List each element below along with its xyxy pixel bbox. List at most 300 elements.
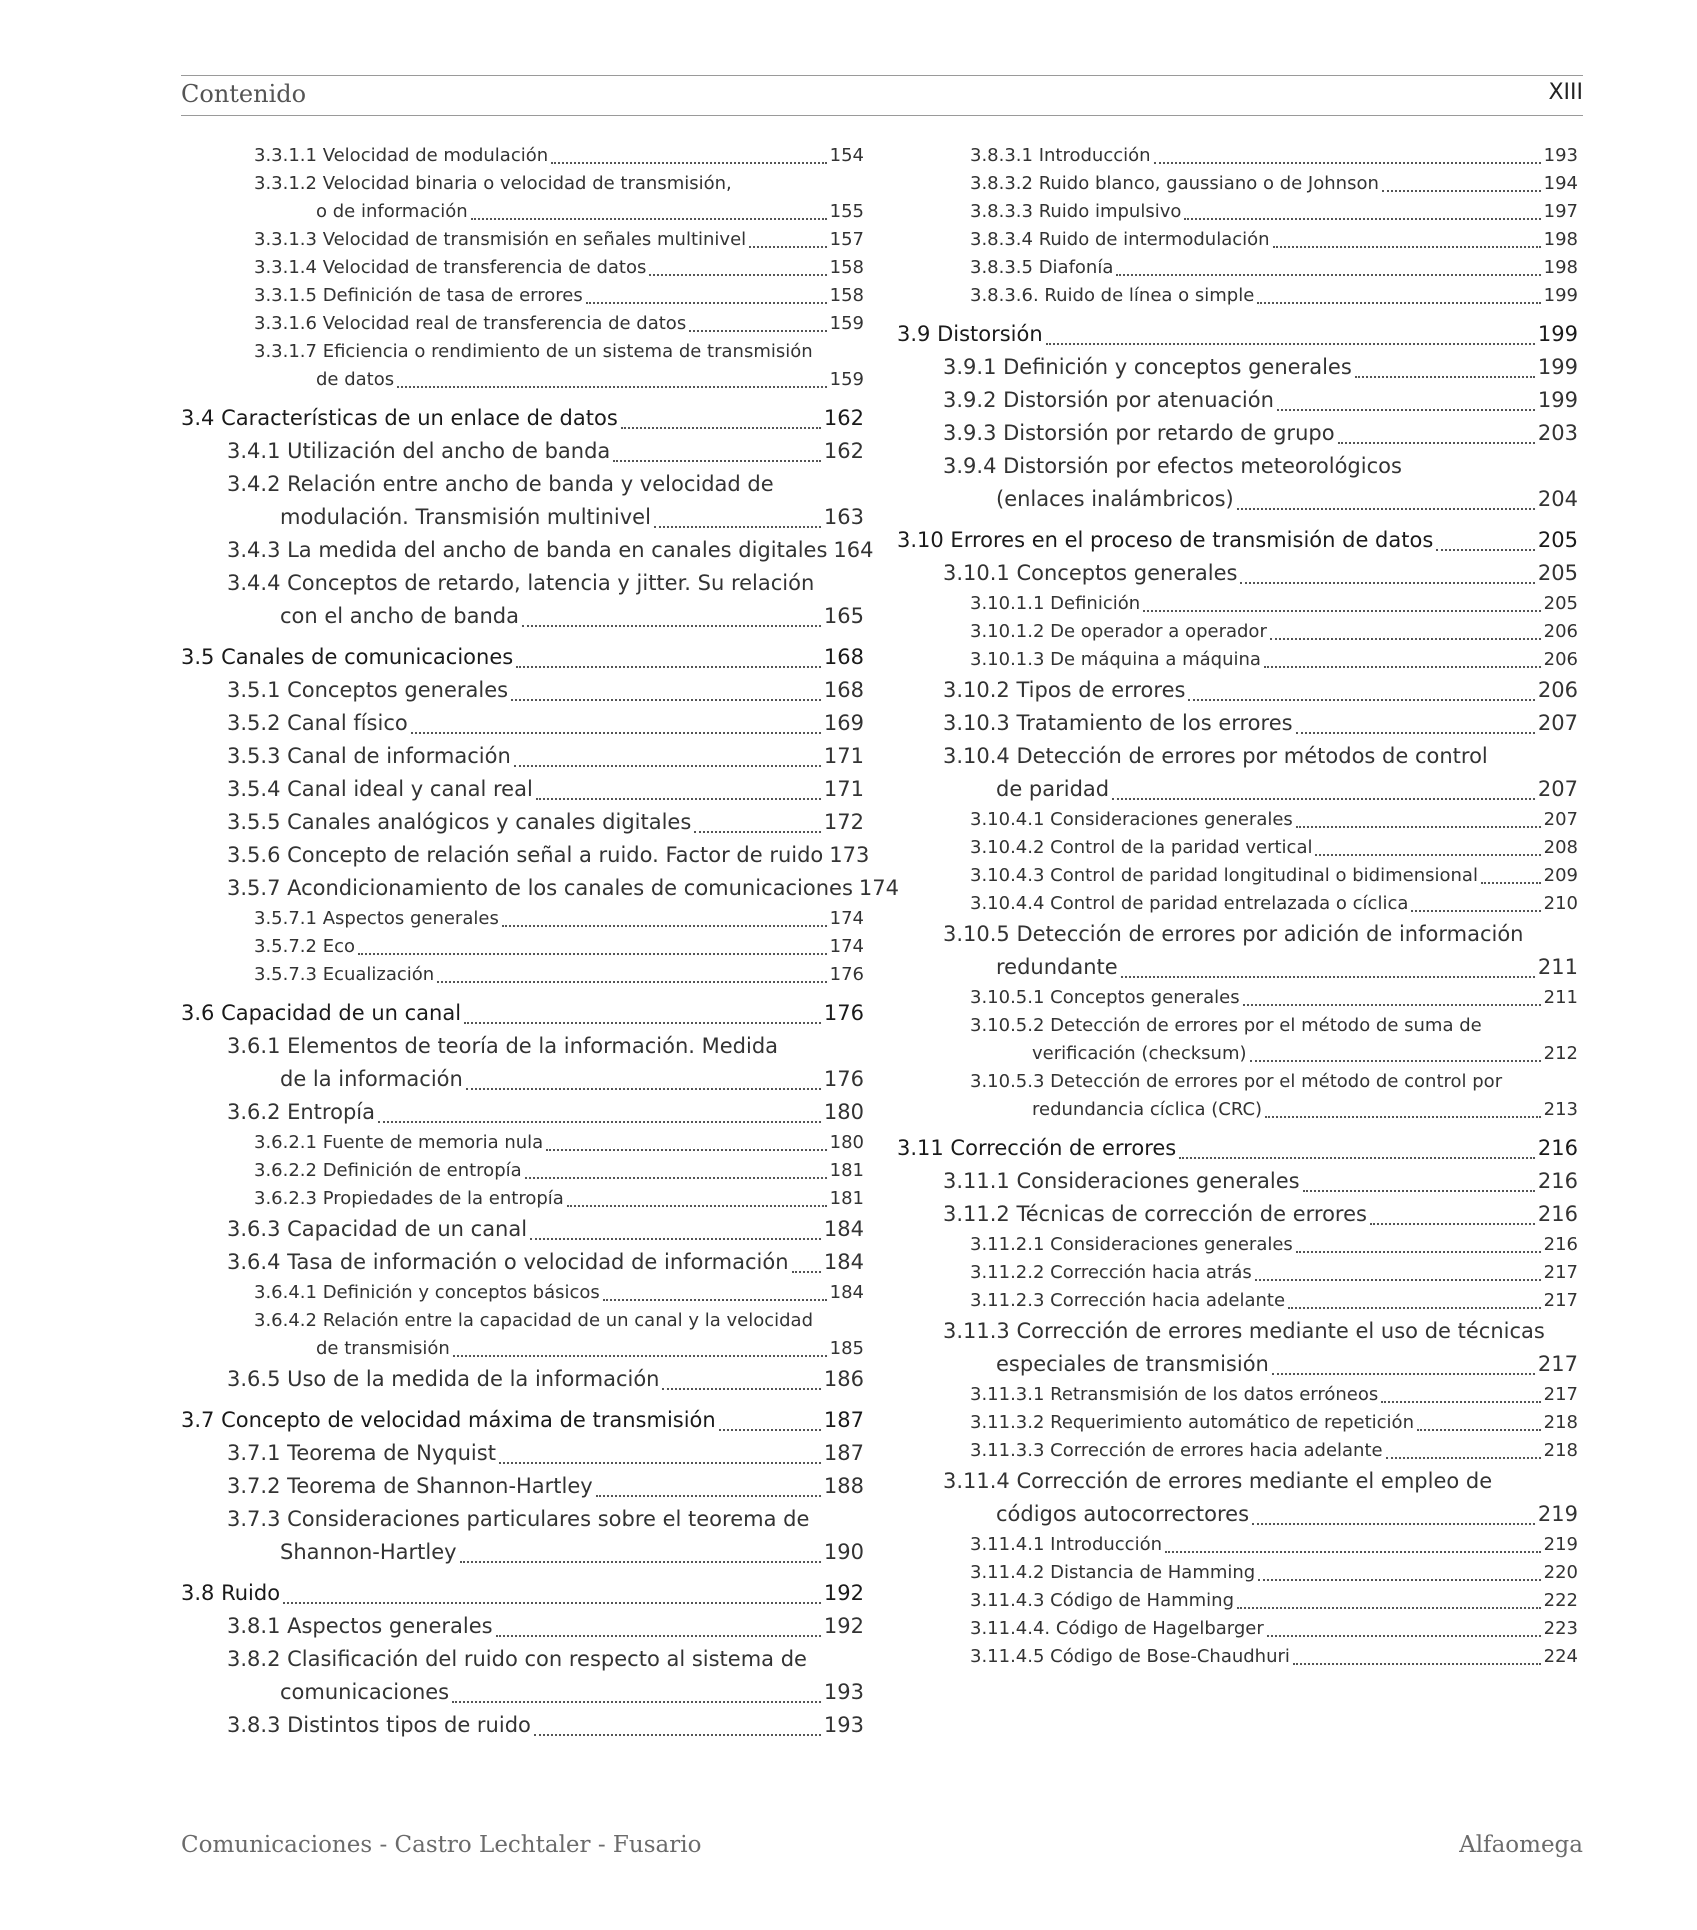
toc-entry[interactable]: [181, 1279, 864, 1307]
toc-entry-title: 3.10.5 Detección de errores por adición de información: [943, 922, 1524, 946]
toc-entry-title: 3.9.4 Distorsión por efectos meteorológicos: [943, 454, 1402, 478]
toc-entry[interactable]: [897, 1615, 1578, 1643]
toc-entry[interactable]: [897, 142, 1578, 170]
toc-entry[interactable]: [181, 707, 864, 740]
toc-page-number: 219: [1537, 1502, 1578, 1526]
toc-page-number: 203: [1537, 421, 1578, 445]
dot-leader: [378, 1120, 821, 1123]
toc-entry[interactable]: [181, 1577, 864, 1610]
toc-entry-title: 3.4.4 Conceptos de retardo, latencia y jitter. Su relación: [227, 571, 815, 595]
toc-entry-title: 3.3.1.3 Velocidad de transmisión en señales multinivel: [254, 229, 747, 250]
toc-page-number: 190: [823, 1540, 864, 1564]
toc-entry[interactable]: [181, 740, 864, 773]
toc-entry[interactable]: [897, 226, 1578, 254]
toc-entry-title: 3.6.4.2 Relación entre la capacidad de un canal y la velocidad: [254, 1310, 814, 1331]
toc-page-number: 208: [1543, 837, 1578, 858]
toc-entry-title: 3.6.2 Entropía: [227, 1100, 375, 1124]
toc-page-number: 210: [1543, 893, 1578, 914]
dot-leader: [662, 1387, 820, 1390]
toc-entry-title: 3.11.3.1 Retransmisión de los datos erróneos: [970, 1384, 1379, 1405]
toc-entry[interactable]: [181, 1307, 864, 1363]
toc-entry-title: 3.8 Ruido: [181, 1581, 281, 1605]
toc-entry-title-continuation: códigos autocorrectores: [996, 1502, 1250, 1526]
toc-entry[interactable]: [897, 862, 1578, 890]
toc-entry-title: 3.8.1 Aspectos generales: [227, 1614, 493, 1638]
toc-entry-title-continuation: verificación (checksum): [1032, 1043, 1247, 1064]
dot-leader: [613, 459, 821, 462]
toc-entry[interactable]: [181, 1246, 864, 1279]
toc-entry-title: 3.10.5.2 Detección de errores por el método de suma de: [970, 1015, 1482, 1036]
dot-leader: [1296, 731, 1535, 734]
toc-entry[interactable]: [897, 806, 1578, 834]
dot-leader: [1417, 1428, 1541, 1431]
toc-entry[interactable]: [181, 997, 864, 1030]
toc-page-number: 174: [858, 876, 899, 900]
toc-entry[interactable]: [181, 142, 864, 170]
toc-page-number: 207: [1537, 711, 1578, 735]
dot-leader: [1046, 342, 1535, 345]
toc-entry-title: 3.9.3 Distorsión por retardo de grupo: [943, 421, 1335, 445]
dot-leader: [536, 797, 821, 800]
toc-entry[interactable]: [897, 417, 1578, 450]
toc-page-number: 218: [1543, 1440, 1578, 1461]
toc-page-number: 194: [1543, 173, 1578, 194]
toc-entry[interactable]: [181, 310, 864, 338]
dot-leader: [1257, 301, 1540, 304]
toc-entry-title-continuation: (enlaces inalámbricos): [996, 487, 1234, 511]
toc-entry-title-continuation: especiales de transmisión: [996, 1352, 1269, 1376]
toc-entry-title: 3.10 Errores en el proceso de transmisión de datos: [897, 528, 1434, 552]
toc-page-number: 217: [1543, 1262, 1578, 1283]
header-rule-bottom: [181, 115, 1583, 116]
toc-entry-title: 3.8.3.5 Diafonía: [970, 257, 1114, 278]
toc-entry[interactable]: [181, 534, 874, 567]
toc-entry[interactable]: [897, 1587, 1578, 1615]
toc-entry-title-continuation: de datos: [316, 369, 395, 390]
toc-entry[interactable]: [897, 1259, 1578, 1287]
toc-entry-title: 3.6.5 Uso de la medida de la información: [227, 1367, 660, 1391]
toc-entry-title: 3.6 Capacidad de un canal: [181, 1001, 462, 1025]
toc-entry[interactable]: [181, 1643, 864, 1709]
toc-entry-title: 3.11 Corrección de errores: [897, 1136, 1177, 1160]
toc-page-number: 154: [829, 145, 864, 166]
toc-page-number: 217: [1543, 1290, 1578, 1311]
dot-leader: [1481, 881, 1541, 884]
dot-leader: [586, 301, 827, 304]
dot-leader: [460, 1560, 821, 1563]
toc-page-number: 197: [1543, 201, 1578, 222]
toc-entry-title-continuation: de paridad: [996, 777, 1110, 801]
toc-page-number: 162: [823, 439, 864, 463]
dot-leader: [1143, 609, 1540, 612]
toc-right-column: [897, 142, 1578, 1671]
dot-leader: [1296, 825, 1541, 828]
toc-entry[interactable]: [897, 1068, 1578, 1124]
dot-leader: [464, 1021, 821, 1024]
toc-entry-title-continuation: redundante: [996, 955, 1118, 979]
toc-page-number: 204: [1537, 487, 1578, 511]
toc-entry[interactable]: [897, 1559, 1578, 1587]
toc-entry-title: 3.3.1.7 Eficiencia o rendimiento de un sistema de transmisión: [254, 341, 813, 362]
toc-page-number: 181: [829, 1160, 864, 1181]
dot-leader: [621, 426, 821, 429]
toc-entry-title: 3.8.3.6. Ruido de línea o simple: [970, 285, 1255, 306]
toc-entry[interactable]: [181, 933, 864, 961]
toc-entry-title: 3.11.4 Corrección de errores mediante el empleo de: [943, 1469, 1493, 1493]
toc-page-number: 176: [823, 1067, 864, 1091]
toc-entry[interactable]: [897, 834, 1578, 862]
dot-leader: [1116, 273, 1540, 276]
dot-leader: [1265, 1115, 1541, 1118]
toc-page-number: 171: [823, 777, 864, 801]
dot-leader: [603, 1298, 827, 1301]
toc-entry[interactable]: [897, 1012, 1578, 1068]
toc-page-number: 155: [829, 201, 864, 222]
dot-leader: [1273, 245, 1541, 248]
toc-entry[interactable]: [897, 1465, 1578, 1531]
toc-page-number: 184: [823, 1217, 864, 1241]
toc-page-number: 180: [823, 1100, 864, 1124]
toc-entry-title: 3.5.6 Concepto de relación señal a ruido. Factor de ruido: [227, 843, 824, 867]
toc-entry[interactable]: [181, 1709, 864, 1742]
toc-entry-title-continuation: Shannon-Hartley: [280, 1540, 457, 1564]
toc-entry-title: 3.10.4.3 Control de paridad longitudinal o bidimensional: [970, 865, 1478, 886]
toc-entry[interactable]: [181, 338, 864, 394]
toc-page-number: 192: [823, 1614, 864, 1638]
toc-entry[interactable]: [897, 1381, 1578, 1409]
dot-leader: [1121, 975, 1535, 978]
toc-page-number: 217: [1537, 1352, 1578, 1376]
dot-leader: [1264, 665, 1541, 668]
toc-entry-title: 3.5.7.1 Aspectos generales: [254, 908, 499, 929]
toc-page-number: 176: [823, 1001, 864, 1025]
dot-leader: [522, 624, 821, 627]
dot-leader: [452, 1700, 821, 1703]
toc-entry-title-continuation: de transmisión: [316, 1338, 450, 1359]
toc-entry[interactable]: [897, 618, 1578, 646]
dot-leader: [1237, 507, 1535, 510]
toc-entry-title-continuation: modulación. Transmisión multinivel: [280, 505, 651, 529]
toc-entry[interactable]: [181, 905, 864, 933]
dot-leader: [397, 385, 827, 388]
toc-entry[interactable]: [181, 872, 899, 905]
toc-entry[interactable]: [897, 282, 1578, 310]
toc-entry[interactable]: [181, 961, 864, 989]
dot-leader: [567, 1204, 827, 1207]
toc-entry[interactable]: [181, 226, 864, 254]
toc-entry[interactable]: [181, 1185, 864, 1213]
toc-entry[interactable]: [181, 170, 864, 226]
toc-entry-title: 3.10.4 Detección de errores por métodos de control: [943, 744, 1488, 768]
toc-page-number: 198: [1543, 229, 1578, 250]
dot-leader: [551, 161, 826, 164]
toc-entry[interactable]: [181, 1213, 864, 1246]
toc-entry[interactable]: [181, 1470, 864, 1503]
toc-entry[interactable]: [181, 773, 864, 806]
toc-entry[interactable]: [897, 557, 1578, 590]
footer-book-title: Comunicaciones - Castro Lechtaler - Fusario: [181, 1832, 702, 1858]
toc-entry[interactable]: [897, 384, 1578, 417]
toc-entry-title: 3.10.1.1 Definición: [970, 593, 1141, 614]
toc-page-number: 180: [829, 1132, 864, 1153]
toc-entry-title: 3.10.5.1 Conceptos generales: [970, 987, 1240, 1008]
dot-leader: [1288, 1306, 1541, 1309]
toc-entry[interactable]: [897, 1437, 1578, 1465]
dot-leader: [1338, 441, 1535, 444]
toc-entry[interactable]: [897, 254, 1578, 282]
toc-page-number: 198: [1543, 257, 1578, 278]
dot-leader: [1154, 161, 1541, 164]
toc-entry[interactable]: [897, 1409, 1578, 1437]
toc-entry[interactable]: [897, 984, 1578, 1012]
toc-entry[interactable]: [897, 590, 1578, 618]
dot-leader: [1237, 1606, 1541, 1609]
dot-leader: [1250, 1059, 1541, 1062]
toc-entry[interactable]: [181, 1129, 864, 1157]
dot-leader: [516, 665, 821, 668]
toc-entry[interactable]: [897, 524, 1578, 557]
toc-entry-title: 3.5.4 Canal ideal y canal real: [227, 777, 533, 801]
toc-entry[interactable]: [897, 890, 1578, 918]
toc-entry[interactable]: [897, 1643, 1578, 1671]
toc-entry-title: 3.10.1 Conceptos generales: [943, 561, 1238, 585]
toc-page-number: 163: [823, 505, 864, 529]
toc-page-number: 211: [1537, 955, 1578, 979]
toc-page-number: 158: [829, 285, 864, 306]
toc-entry-title: 3.10.3 Tratamiento de los errores: [943, 711, 1293, 735]
toc-page-number: 176: [829, 964, 864, 985]
toc-page-number: 172: [823, 810, 864, 834]
toc-entry-title: 3.5.2 Canal físico: [227, 711, 408, 735]
toc-entry-title-continuation: de la información: [280, 1067, 463, 1091]
toc-page-number: 206: [1543, 649, 1578, 670]
toc-page-number: 199: [1537, 322, 1578, 346]
toc-entry[interactable]: [181, 402, 864, 435]
toc-page-number: 185: [829, 1338, 864, 1359]
dot-leader: [596, 1494, 821, 1497]
toc-page-number: 192: [823, 1581, 864, 1605]
dot-leader: [499, 1461, 821, 1464]
toc-entry-title: 3.6.2.3 Propiedades de la entropía: [254, 1188, 564, 1209]
toc-page-number: 158: [829, 257, 864, 278]
dot-leader: [1411, 909, 1540, 912]
toc-page-number: 164: [833, 538, 874, 562]
toc-page-number: 206: [1537, 678, 1578, 702]
toc-page-number: 205: [1543, 593, 1578, 614]
toc-entry[interactable]: [181, 806, 864, 839]
dot-leader: [1370, 1222, 1535, 1225]
toc-page-number: 193: [1543, 145, 1578, 166]
toc-entry-title: 3.5.1 Conceptos generales: [227, 678, 509, 702]
toc-entry-title: 3.11.2.3 Corrección hacia adelante: [970, 1290, 1286, 1311]
footer-publisher: Alfaomega: [1459, 1832, 1583, 1858]
toc-page-number: 212: [1543, 1043, 1578, 1064]
toc-page-number: 216: [1543, 1234, 1578, 1255]
toc-entry-title: 3.8.3.2 Ruido blanco, gaussiano o de Johnson: [970, 173, 1379, 194]
toc-page-number: 217: [1543, 1384, 1578, 1405]
dot-leader: [1293, 1662, 1541, 1665]
toc-page-number: 213: [1543, 1099, 1578, 1120]
toc-page-number: 206: [1543, 621, 1578, 642]
toc-entry-title: 3.3.1.2 Velocidad binaria o velocidad de transmisión,: [254, 173, 732, 194]
toc-entry[interactable]: [181, 1610, 864, 1643]
toc-entry-title: 3.10.4.1 Consideraciones generales: [970, 809, 1293, 830]
toc-page-number: 199: [1537, 355, 1578, 379]
toc-entry-title: 3.8.2 Clasificación del ruido con respecto al sistema de: [227, 1647, 807, 1671]
toc-entry-title: 3.5.5 Canales analógicos y canales digitales: [227, 810, 692, 834]
toc-entry[interactable]: [897, 351, 1578, 384]
toc-page-number: 162: [823, 406, 864, 430]
toc-entry-title: 3.8.3.4 Ruido de intermodulación: [970, 229, 1270, 250]
toc-entry-title: 3.10.1.3 De máquina a máquina: [970, 649, 1261, 670]
dot-leader: [502, 924, 827, 927]
toc-entry-title-continuation: redundancia cíclica (CRC): [1032, 1099, 1263, 1120]
toc-page-number: 218: [1543, 1412, 1578, 1433]
toc-entry-title: 3.9.2 Distorsión por atenuación: [943, 388, 1274, 412]
dot-leader: [1296, 1250, 1541, 1253]
dot-leader: [1355, 375, 1535, 378]
toc-page-number: 199: [1543, 285, 1578, 306]
toc-entry-title: 3.11.2.2 Corrección hacia atrás: [970, 1262, 1252, 1283]
dot-leader: [1270, 637, 1541, 640]
toc-entry[interactable]: [897, 198, 1578, 226]
toc-entry-title: 3.11.4.1 Introducción: [970, 1534, 1162, 1555]
toc-entry-title: 3.5.7.3 Ecualización: [254, 964, 435, 985]
toc-entry[interactable]: [181, 282, 864, 310]
toc-page-number: 188: [823, 1474, 864, 1498]
toc-entry-title: 3.10.2 Tipos de errores: [943, 678, 1186, 702]
toc-entry[interactable]: [897, 918, 1578, 984]
toc-entry-title: 3.6.3 Capacidad de un canal: [227, 1217, 528, 1241]
toc-entry-title: 3.6.4 Tasa de información o velocidad de información: [227, 1250, 789, 1274]
toc-page-number: 205: [1537, 561, 1578, 585]
toc-entry[interactable]: [181, 674, 864, 707]
toc-entry-title: 3.11.1 Consideraciones generales: [943, 1169, 1300, 1193]
toc-entry[interactable]: [897, 450, 1578, 516]
toc-page-number: 169: [823, 711, 864, 735]
toc-entry[interactable]: [181, 1096, 864, 1129]
toc-entry-title: 3.11.3.2 Requerimiento automático de repetición: [970, 1412, 1414, 1433]
toc-entry[interactable]: [897, 170, 1578, 198]
toc-entry-title: 3.11.4.5 Código de Bose-Chaudhuri: [970, 1646, 1290, 1667]
dot-leader: [1382, 189, 1541, 192]
toc-entry[interactable]: [897, 646, 1578, 674]
dot-leader: [1184, 217, 1540, 220]
toc-page-number: 159: [829, 313, 864, 334]
dot-leader: [471, 217, 827, 220]
toc-entry-title: 3.3.1.6 Velocidad real de transferencia de datos: [254, 313, 687, 334]
toc-entry[interactable]: [181, 1157, 864, 1185]
toc-entry-title: 3.6.2.2 Definición de entropía: [254, 1160, 522, 1181]
toc-entry-title: 3.5.7.2 Eco: [254, 936, 355, 957]
toc-entry[interactable]: [181, 1404, 864, 1437]
dot-leader: [514, 764, 821, 767]
dot-leader: [1386, 1456, 1541, 1459]
toc-page-number: 216: [1537, 1202, 1578, 1226]
toc-entry[interactable]: [181, 641, 864, 674]
toc-page-number: 171: [823, 744, 864, 768]
dot-leader: [525, 1176, 827, 1179]
toc-entry[interactable]: [181, 1363, 864, 1396]
dot-leader: [1272, 1372, 1535, 1375]
dot-leader: [654, 525, 821, 528]
toc-entry[interactable]: [897, 1531, 1578, 1559]
toc-entry-title: 3.11.4.4. Código de Hagelbarger: [970, 1618, 1264, 1639]
toc-page-number: 184: [823, 1250, 864, 1274]
dot-leader: [1243, 1003, 1541, 1006]
toc-entry-title: 3.7.2 Teorema de Shannon-Hartley: [227, 1474, 593, 1498]
toc-entry-title: 3.3.1.5 Definición de tasa de errores: [254, 285, 583, 306]
toc-entry-title: 3.10.4.4 Control de paridad entrelazada o cíclica: [970, 893, 1409, 914]
dot-leader: [1277, 408, 1535, 411]
toc-entry-title: 3.3.1.4 Velocidad de transferencia de datos: [254, 257, 647, 278]
toc-entry-title: 3.4.3 La medida del ancho de banda en canales digitales: [227, 538, 828, 562]
toc-entry-title: 3.6.1 Elementos de teoría de la información. Medida: [227, 1034, 779, 1058]
toc-entry[interactable]: [181, 1437, 864, 1470]
toc-page-number: 173: [829, 843, 870, 867]
toc-entry[interactable]: [897, 1132, 1578, 1165]
toc-entry[interactable]: [897, 707, 1578, 740]
toc-entry[interactable]: [897, 1231, 1578, 1259]
dot-leader: [1267, 1634, 1541, 1637]
dot-leader: [1188, 698, 1534, 701]
toc-entry-title: 3.5 Canales de comunicaciones: [181, 645, 514, 669]
toc-entry[interactable]: [897, 1315, 1578, 1381]
toc-entry-title: 3.7 Concepto de velocidad máxima de transmisión: [181, 1408, 716, 1432]
toc-entry[interactable]: [181, 1503, 864, 1569]
toc-page-number: 207: [1537, 777, 1578, 801]
toc-entry[interactable]: [181, 567, 864, 633]
toc-entry-title: 3.9 Distorsión: [897, 322, 1043, 346]
toc-left-column: [181, 142, 899, 1742]
toc-entry[interactable]: [897, 1198, 1578, 1231]
toc-entry[interactable]: [181, 468, 864, 534]
toc-entry[interactable]: [897, 318, 1578, 351]
toc-page-number: 209: [1543, 865, 1578, 886]
toc-entry[interactable]: [897, 1165, 1578, 1198]
toc-page-number: 224: [1543, 1646, 1578, 1667]
toc-entry[interactable]: [181, 435, 864, 468]
toc-entry[interactable]: [897, 1287, 1578, 1315]
toc-entry-title: 3.8.3 Distintos tipos de ruido: [227, 1713, 531, 1737]
dot-leader: [1315, 853, 1540, 856]
dot-leader: [1112, 797, 1535, 800]
toc-entry[interactable]: [897, 740, 1578, 806]
toc-page-number: 187: [823, 1441, 864, 1465]
dot-leader: [1381, 1400, 1540, 1403]
toc-entry[interactable]: [181, 1030, 864, 1096]
toc-entry-title: 3.11.3.3 Corrección de errores hacia adelante: [970, 1440, 1383, 1461]
dot-leader: [792, 1270, 821, 1273]
toc-page-number: 157: [829, 229, 864, 250]
toc-page-number: 223: [1543, 1618, 1578, 1639]
toc-entry[interactable]: [897, 674, 1578, 707]
dot-leader: [496, 1634, 821, 1637]
toc-page-number: 174: [829, 908, 864, 929]
toc-entry-title: 3.11.4.2 Distancia de Hamming: [970, 1562, 1256, 1583]
toc-entry[interactable]: [181, 254, 864, 282]
dot-leader: [1303, 1189, 1535, 1192]
toc-entry-title: 3.4.2 Relación entre ancho de banda y velocidad de: [227, 472, 774, 496]
dot-leader: [1258, 1578, 1540, 1581]
toc-page-number: 219: [1543, 1534, 1578, 1555]
toc-entry[interactable]: [181, 839, 870, 872]
toc-entry-title: 3.11.4.3 Código de Hamming: [970, 1590, 1235, 1611]
toc-page-number: 205: [1537, 528, 1578, 552]
toc-entry-title: 3.10.1.2 De operador a operador: [970, 621, 1267, 642]
toc-page-number: 187: [823, 1408, 864, 1432]
dot-leader: [1179, 1156, 1535, 1159]
